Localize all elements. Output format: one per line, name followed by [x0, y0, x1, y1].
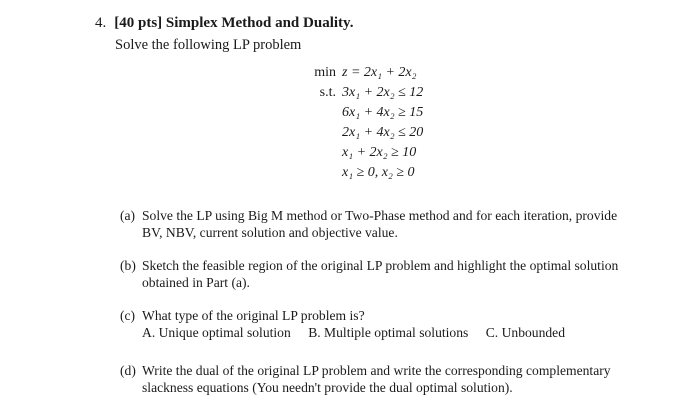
- part-a-label: (a): [120, 208, 136, 223]
- part-c-options: [142, 324, 630, 341]
- part-b-label: (b): [120, 258, 136, 273]
- part-b-text: Sketch the feasible region of the original LP problem and highlight the optimal solution obtained in Part (a).: [142, 258, 619, 290]
- lp-expression: 2x₁ + 4x₂ ≤ 20: [342, 125, 424, 140]
- lp-label: min: [314, 65, 336, 80]
- part-d-label: (d): [120, 363, 136, 378]
- lp-expression: 6x₁ + 4x₂ ≥ 15: [342, 105, 424, 120]
- question-intro: Solve the following LP problem: [115, 37, 302, 53]
- part-a: [120, 207, 630, 241]
- lp-expression: 3x₁ + 2x₂ ≤ 12: [342, 85, 424, 100]
- part-c-text: What type of the original LP problem is?: [142, 308, 365, 323]
- lp-expression: x₁ ≥ 0, x₂ ≥ 0: [342, 165, 415, 180]
- part-b: [120, 257, 630, 291]
- question-number: 4.: [95, 15, 107, 31]
- lp-label: s.t.: [319, 85, 336, 100]
- part-a-text: Solve the LP using Big M method or Two-Phase method and for each iteration, provide BV, NBV, current solution and objective value.: [142, 208, 618, 240]
- question-header: [95, 14, 353, 32]
- part-d-text: Write the dual of the original LP problem and write the corresponding complementary slackness equations (You needn't provide the dual optimal solution).: [142, 363, 611, 395]
- option-b: B. Multiple optimal solutions: [308, 325, 469, 340]
- lp-expression: z = 2x₁ + 2x₂: [342, 65, 417, 80]
- part-c-label: (c): [120, 308, 136, 323]
- option-c: C. Unbounded: [485, 325, 566, 340]
- lp-expression: x₁ + 2x₂ ≥ 10: [342, 145, 417, 160]
- question-title: [40 pts] Simplex Method and Duality.: [114, 15, 354, 31]
- part-d: [120, 362, 630, 396]
- option-a: A. Unique optimal solution: [142, 325, 291, 340]
- part-c: [120, 307, 630, 341]
